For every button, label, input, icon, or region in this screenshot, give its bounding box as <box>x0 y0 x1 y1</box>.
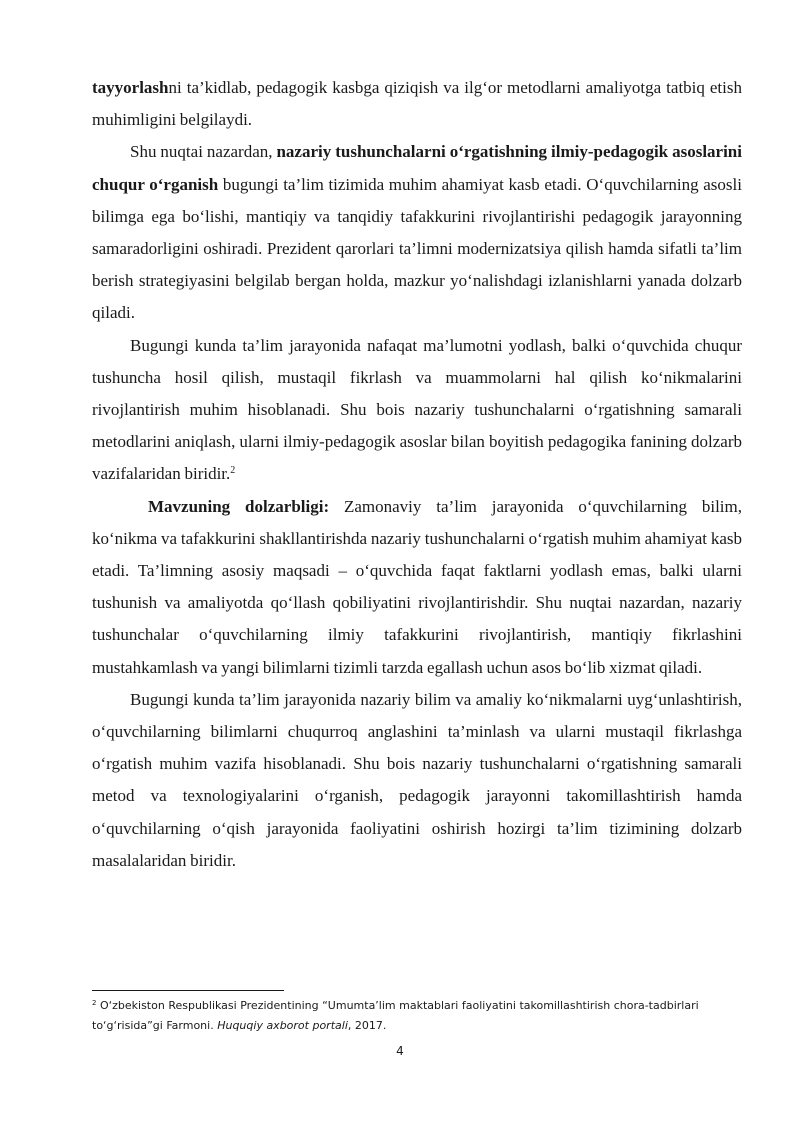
section-heading-dolzarblik: Mavzuning dolzarbligi: <box>148 496 330 516</box>
paragraph-5-text: Bugungi kunda ta’lim jarayonida nazariy bilim va amaliy ko‘nikmalarni uyg‘unlashtirish, o‘quvchilarning bilimlarni chuqurroq anglashini ta’minlash va ularni mustaqil fikrlashga o‘rgatish muhim vazifa hisoblanadi. Shu bois nazariy tushunchalarni o‘rgatishning samarali metod va texnologiyalarini o‘rganish, pedagogik jarayonni takomillashtirish hamda o‘quvchilarning o‘qish jarayonida faoliyatini oshirish hozirgi ta’lim tizimining dolzarb masalalaridan biridir. <box>92 689 742 870</box>
paragraph-2-bold: nazariy tushunchalarni o‘rgatishning ilmiy-pedagogik asoslarini chuqur o‘rganish <box>92 142 742 194</box>
footnote-text: O‘zbekiston Respublikasi Prezidentining “Umumta’lim maktablari faoliyatini takomillashtirish chora-tadbirlari to‘g‘risida”gi Farmoni. <box>92 999 699 1032</box>
footnote-year: , 2017. <box>347 1019 387 1032</box>
footnote-source: Huquqiy axborot portali <box>217 1019 348 1032</box>
paragraph-2-lead: Shu nuqtai nazardan, <box>130 142 277 162</box>
paragraph-5 <box>92 684 742 877</box>
paragraph-1-bold: tayyorlash <box>92 78 169 97</box>
footnote-number: 2 <box>92 999 97 1007</box>
paragraph-2-text: bugungi ta’lim tizimida muhim ahamiyat kasb etadi. O‘quvchilarning asosli bilimga ega bo‘lishi, mantiqiy va tanqidiy tafakkurini rivojlantirishi pedagogik jarayonning samaradorligini oshiradi. Prezident qarorlari ta’limni modernizatsiya qilish hamda sifatli ta’lim berish strategiyasini belgilab bergan holda, mazkur yo‘nalishdagi izlanishlarni yanada dolzarb qiladi. <box>92 174 742 323</box>
footnote-divider <box>92 990 284 991</box>
paragraph-3-text: Bugungi kunda ta’lim jarayonida nafaqat ma’lumotni yodlash, balki o‘quvchida chuqur tushuncha hosil qilish, mustaqil fikrlash va muammolarni hal qilish ko‘nikmalarini rivojlantirish muhim hisoblanadi. Shu bois nazariy tushunchalarni o‘rgatishning samarali metodlarini aniqlash, ularni ilmiy-pedagogik asoslar bilan boyitish pedagogika fanining dolzarb vazifalaridan biridir. <box>92 335 742 484</box>
paragraph-2 <box>92 136 742 329</box>
paragraph-3 <box>92 330 742 491</box>
page-number: 4 <box>396 1044 404 1058</box>
footnote <box>92 996 732 1036</box>
paragraph-4-text: Zamonaviy ta’lim jarayonida o‘quvchilarning bilim, ko‘nikma va tafakkurini shakllantirishda nazariy tushunchalarni o‘rgatish muhim ahamiyat kasb etadi. Ta’limning asosiy maqsadi – o‘quvchida faqat faktlarni yodlash emas, balki ularni tushunish va amaliyotda qo‘llash qobiliyatini rivojlantirishdir. Shu nuqtai nazardan, nazariy tushunchalar o‘quvchilarning ilmiy tafakkurini rivojlantirish, mantiqiy fikrlashini mustahkamlash va yangi bilimlarni tizimli tarzda egallash uchun asos bo‘lib xizmat qiladi. <box>92 496 742 677</box>
body-text <box>92 72 742 877</box>
paragraph-4 <box>92 491 742 684</box>
paragraph-1 <box>92 72 742 136</box>
paragraph-1-text: ni ta’kidlab, pedagogik kasbga qiziqish va ilg‘or metodlarni amaliyotga tatbiq etish muhimligini belgilaydi. <box>92 78 742 130</box>
footnote-reference[interactable]: 2 <box>230 465 236 477</box>
